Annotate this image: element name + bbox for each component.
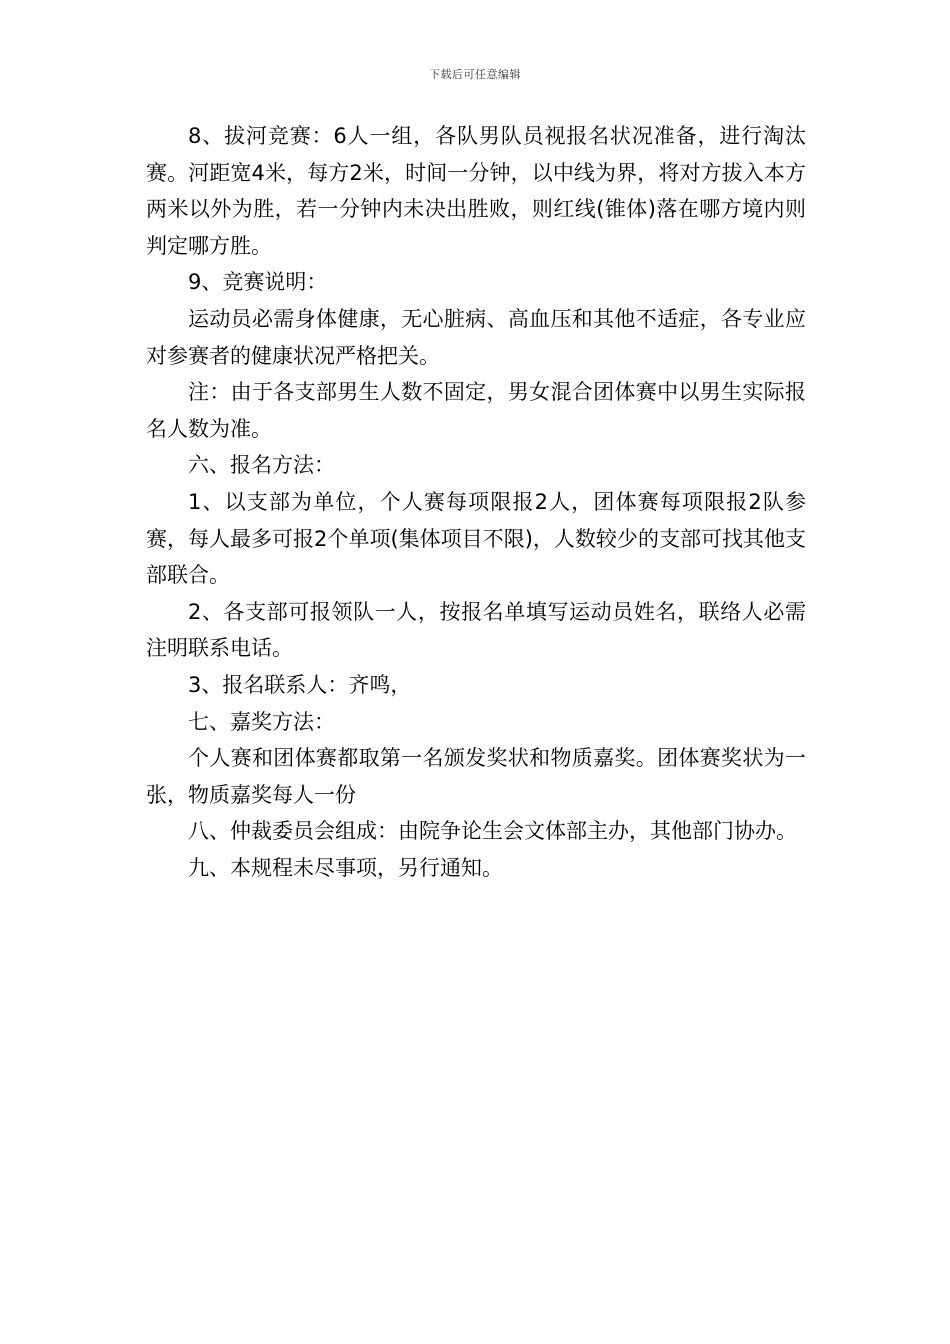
paragraph-awards: 个人赛和团体赛都取第一名颁发奖状和物质嘉奖。团体赛奖状为一张，物质嘉奖每人一份 xyxy=(146,746,806,807)
paragraph-registration-1: 1、以支部为单位，个人赛每项限报2人，团体赛每项限报2队参赛，每人最多可报2个单项(集体项目不限)，人数较少的支部可找其他支部联合。 xyxy=(146,489,806,588)
paragraph-note: 注：由于各支部男生人数不固定，男女混合团体赛中以男生实际报名人数为准。 xyxy=(146,380,806,441)
paragraph-registration-3: 3、报名联系人：齐鸣， xyxy=(188,672,412,697)
paragraph-arbitration: 八、仲裁委员会组成：由院争论生会文体部主办，其他部门协办。 xyxy=(188,819,797,844)
paragraph-health-requirement: 运动员必需身体健康，无心脏病、高血压和其他不适症，各专业应对参赛者的健康状况严格把关。 xyxy=(146,306,806,368)
paragraph-registration-heading: 六、报名方法： xyxy=(188,453,335,478)
header-note: 下载后可任意编辑 xyxy=(429,68,521,81)
document-body xyxy=(146,118,806,886)
paragraph-awards-heading: 七、嘉奖方法： xyxy=(188,709,335,734)
paragraph-tug-of-war: 8、拔河竞赛：6人一组，各队男队员视报名状况准备，进行淘汰赛。河距宽4米，每方2米，时间一分钟，以中线为界，将对方拔入本方两米以外为胜，若一分钟内未决出胜败，则红线(锥体)落在哪方境内则判定哪方胜。 xyxy=(146,124,806,258)
paragraph-closing: 九、本规程未尽事项，另行通知。 xyxy=(188,855,503,880)
paragraph-competition-notes-heading: 9、竞赛说明： xyxy=(188,270,328,295)
paragraph-registration-2: 2、各支部可报领队一人，按报名单填写运动员姓名，联络人必需注明联系电话。 xyxy=(146,599,806,661)
